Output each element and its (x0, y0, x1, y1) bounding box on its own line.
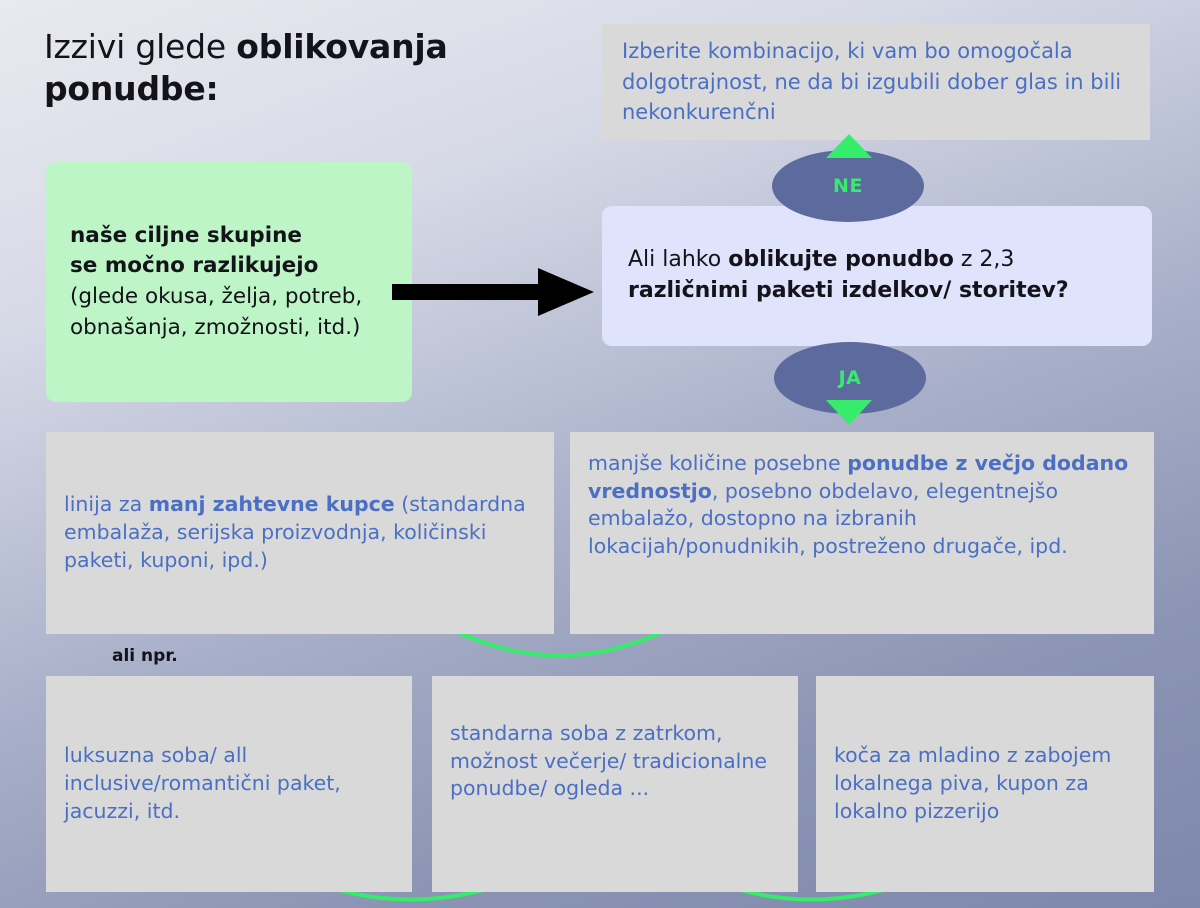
question-bold-2: različnimi paketi izdelkov/ storitev? (628, 278, 1069, 303)
target-groups-bold-2: se močno razlikujejo (70, 253, 319, 279)
decision-question-box (602, 206, 1152, 346)
page-title (44, 26, 564, 110)
arrow-up-icon (826, 134, 872, 160)
title-line1-plain: Izzivi glede (44, 27, 237, 66)
example-1-text: luksuzna soba/ all inclusive/romantični paket, jacuzzi, itd. (64, 743, 341, 823)
question-bold-1: oblikujte ponudbo (728, 247, 954, 273)
arrow-right-icon (392, 262, 598, 322)
question-prefix: Ali lahko (628, 247, 729, 273)
arrow-down-icon (826, 400, 872, 426)
title-line2-bold: ponudbe: (44, 69, 219, 109)
decision-yes-label: JA (838, 367, 862, 389)
or-label: ali npr. (112, 646, 178, 666)
branch-left-prefix: linija za (64, 492, 149, 517)
branch-left-box (46, 432, 554, 634)
branch-right-bold: ponudbe z večjo dodano vrednostjo (588, 451, 1129, 503)
branch-right-rest: , posebno obdelavo, elegentnejšo embalažo, dostopno na izbranih lokacijah/ponudnikih, postreženo drugače, ipd. (588, 478, 1068, 559)
target-groups-bold-1: naše ciljne skupine (70, 222, 302, 248)
decision-no-badge (772, 150, 924, 222)
branch-left-bold: manj zahtevne kupce (148, 492, 395, 517)
example-box-3 (816, 676, 1154, 892)
top-note-text: Izberite kombinacijo, ki vam bo omogočala dolgotrajnost, ne da bi izgubili dober glas in bili nekonkurenčni (622, 39, 1122, 125)
title-line1-bold: oblikovanja (236, 27, 448, 66)
question-mid: z 2,3 (953, 247, 1015, 273)
branch-right-prefix: manjše količine posebne (588, 451, 848, 475)
example-3-text: koča za mladino z zabojem lokalnega piva, kupon za lokalno pizzerijo (834, 743, 1112, 823)
target-groups-plain: (glede okusa, želja, potreb, obnašanja, zmožnosti, itd.) (70, 284, 363, 340)
example-2-text: standarna soba z zatrkom, možnost večerje/ tradicionalne ponudbe/ ogleda ... (450, 721, 767, 801)
example-box-1 (46, 676, 412, 892)
decision-no-label: NE (833, 175, 863, 197)
branch-left-rest: (standardna embalaža, serijska proizvodnja, količinski paketi, kuponi, ipd.) (64, 492, 526, 572)
top-note-box (602, 24, 1150, 140)
example-box-2 (432, 676, 798, 892)
branch-right-box (570, 432, 1154, 634)
target-groups-box (46, 162, 412, 402)
